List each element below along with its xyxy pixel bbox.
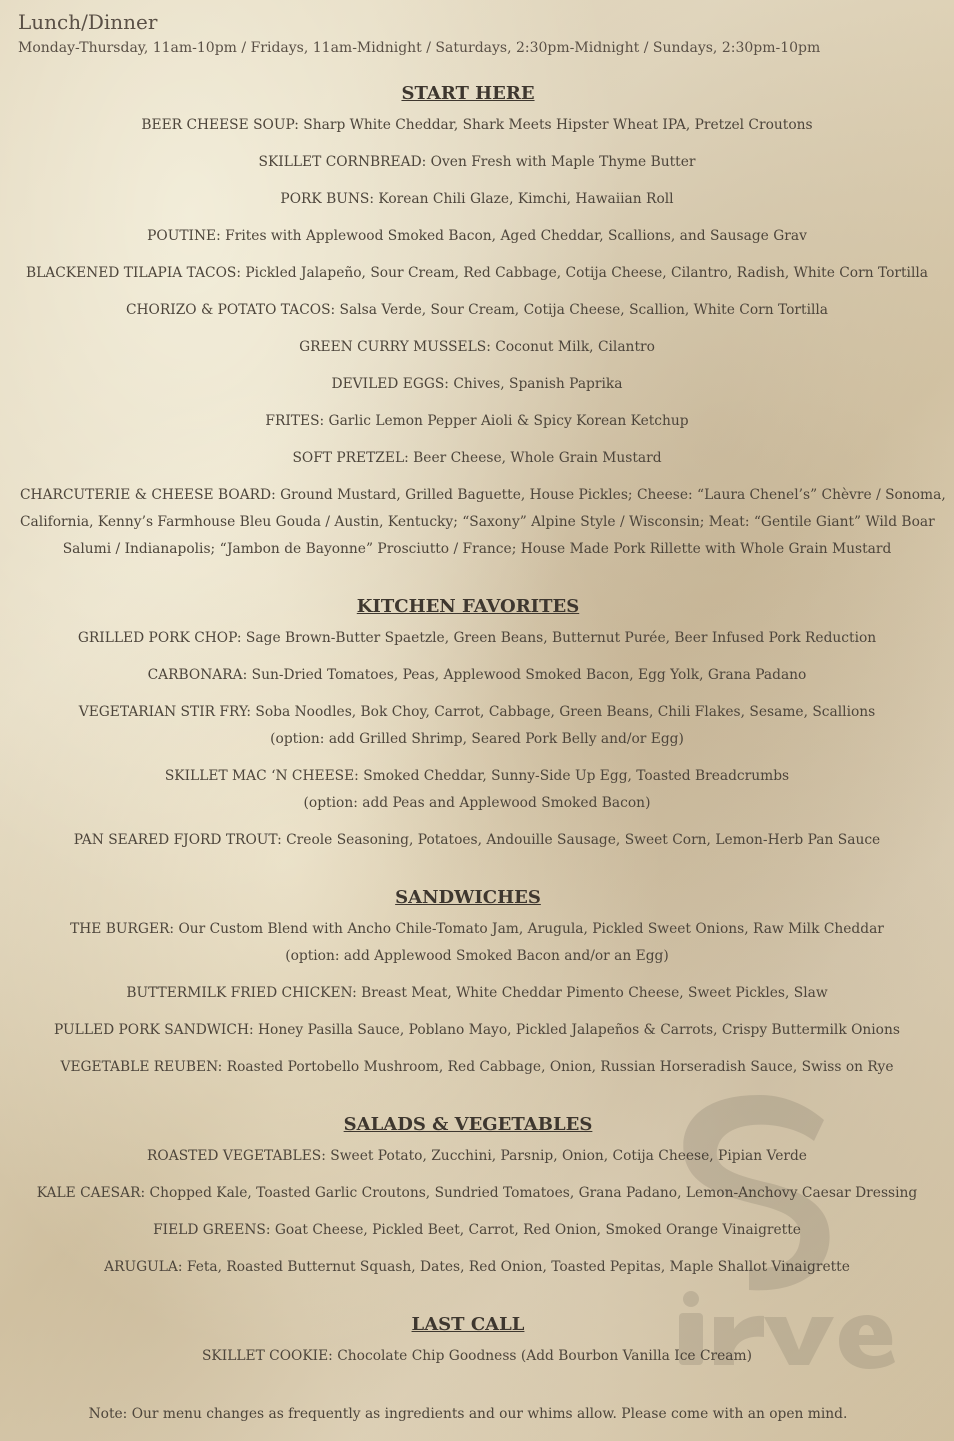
section-title-last-call: LAST CALL bbox=[411, 1314, 525, 1335]
menu-item: SKILLET COOKIE: Chocolate Chip Goodness (Add Bourbon Vanilla Ice Cream) bbox=[201, 1348, 752, 1364]
menu-item: BLACKENED TILAPIA TACOS: Pickled Jalapeño, Sour Cream, Red Cabbage, Cotija Cheese, Cilantro, Radish, White Corn Tortilla bbox=[25, 265, 929, 281]
menu-item: KALE CAESAR: Chopped Kale, Toasted Garlic Croutons, Sundried Tomatoes, Grana Padano, Lemon-Anchovy Caesar Dressing bbox=[36, 1185, 918, 1201]
menu-item: ARUGULA: Feta, Roasted Butternut Squash, Dates, Red Onion, Toasted Pepitas, Maple Shallot Vinaigrette bbox=[104, 1259, 850, 1275]
menu-item: BEER CHEESE SOUP: Sharp White Cheddar, Shark Meets Hipster Wheat IPA, Pretzel Croutons bbox=[141, 117, 813, 133]
menu-item: THE BURGER: Our Custom Blend with Ancho Chile-Tomato Jam, Arugula, Pickled Sweet Onions, Raw Milk Cheddar (option: add Applewood Smoked Bacon and/or an Egg) bbox=[70, 921, 884, 964]
menu-item: FIELD GREENS: Goat Cheese, Pickled Beet, Carrot, Red Onion, Smoked Orange Vinaigrette bbox=[153, 1222, 801, 1238]
menu-item: DEVILED EGGS: Chives, Spanish Paprika bbox=[331, 376, 623, 392]
menu-item: CHARCUTERIE & CHEESE BOARD: Ground Mustard, Grilled Baguette, House Pickles; Cheese: “Laura Chenel’s” Chèvre / Sonoma, California, Kenny’s Farmhouse Bleu Gouda / Austin, Kentucky; “Saxony” Alpine Style / Wisconsin; Meat: “Gentile Giant” Wild Boar Salumi / Indianapolis; “Jambon de Bayonne” Prosciutto / France; House Made Pork Rillette with Whole Grain Mustard bbox=[20, 487, 946, 557]
section-title-kitchen-favorites: KITCHEN FAVORITES bbox=[356, 596, 580, 617]
menu-item: POUTINE: Frites with Applewood Smoked Bacon, Aged Cheddar, Scallions, and Sausage Grav bbox=[147, 228, 807, 244]
menu-item: SKILLET MAC ‘N CHEESE: Smoked Cheddar, Sunny-Side Up Egg, Toasted Breadcrumbs (option: add Peas and Applewood Smoked Bacon) bbox=[164, 768, 790, 811]
section-title-salads-vegetables: SALADS & VEGETABLES bbox=[343, 1114, 593, 1135]
menu-item: VEGETABLE REUBEN: Roasted Portobello Mushroom, Red Cabbage, Onion, Russian Horseradish Sauce, Swiss on Rye bbox=[60, 1059, 894, 1075]
menu-item: ROASTED VEGETABLES: Sweet Potato, Zucchini, Parsnip, Onion, Cotija Cheese, Pipian Verde bbox=[147, 1148, 807, 1164]
menu-item: VEGETARIAN STIR FRY: Soba Noodles, Bok Choy, Carrot, Cabbage, Green Beans, Chili Flakes, Sesame, Scallions (option: add Grilled Shrimp, Seared Pork Belly and/or Egg) bbox=[78, 704, 876, 747]
menu-item: FRITES: Garlic Lemon Pepper Aioli & Spicy Korean Ketchup bbox=[265, 413, 689, 429]
menu-note: Note: Our menu changes as frequently as ingredients and our whims allow. Please come with an open mind. bbox=[88, 1406, 848, 1422]
menu-item: SOFT PRETZEL: Beer Cheese, Whole Grain Mustard bbox=[292, 450, 662, 466]
menu-item: PULLED PORK SANDWICH: Honey Pasilla Sauce, Poblano Mayo, Pickled Jalapeños & Carrots, Crispy Buttermilk Onions bbox=[54, 1022, 900, 1038]
menu-item: CHORIZO & POTATO TACOS: Salsa Verde, Sour Cream, Cotija Cheese, Scallion, White Corn Tortilla bbox=[125, 302, 829, 318]
menu-item: SKILLET CORNBREAD: Oven Fresh with Maple Thyme Butter bbox=[258, 154, 696, 170]
opening-hours: Monday-Thursday, 11am-10pm / Fridays, 11am-Midnight / Saturdays, 2:30pm-Midnight / Sundays, 2:30pm-10pm bbox=[18, 40, 821, 56]
menu-item: PORK BUNS: Korean Chili Glaze, Kimchi, Hawaiian Roll bbox=[280, 191, 674, 207]
menu-item: BUTTERMILK FRIED CHICKEN: Breast Meat, White Cheddar Pimento Cheese, Sweet Pickles, Slaw bbox=[126, 985, 828, 1001]
sirved-logo-icon bbox=[609, 1085, 899, 1375]
section-title-start-here: START HERE bbox=[401, 83, 535, 104]
menu-title: Lunch/Dinner bbox=[18, 10, 158, 34]
menu-item: GRILLED PORK CHOP: Sage Brown-Butter Spaetzle, Green Beans, Butternut Purée, Beer Infused Pork Reduction bbox=[77, 630, 877, 646]
section-title-sandwiches: SANDWICHES bbox=[395, 887, 541, 908]
menu-item: CARBONARA: Sun-Dried Tomatoes, Peas, Applewood Smoked Bacon, Egg Yolk, Grana Padano bbox=[147, 667, 807, 683]
menu-item: PAN SEARED FJORD TROUT: Creole Seasoning, Potatoes, Andouille Sausage, Sweet Corn, Lemon-Herb Pan Sauce bbox=[73, 832, 881, 848]
menu-item: GREEN CURRY MUSSELS: Coconut Milk, Cilantro bbox=[299, 339, 655, 355]
